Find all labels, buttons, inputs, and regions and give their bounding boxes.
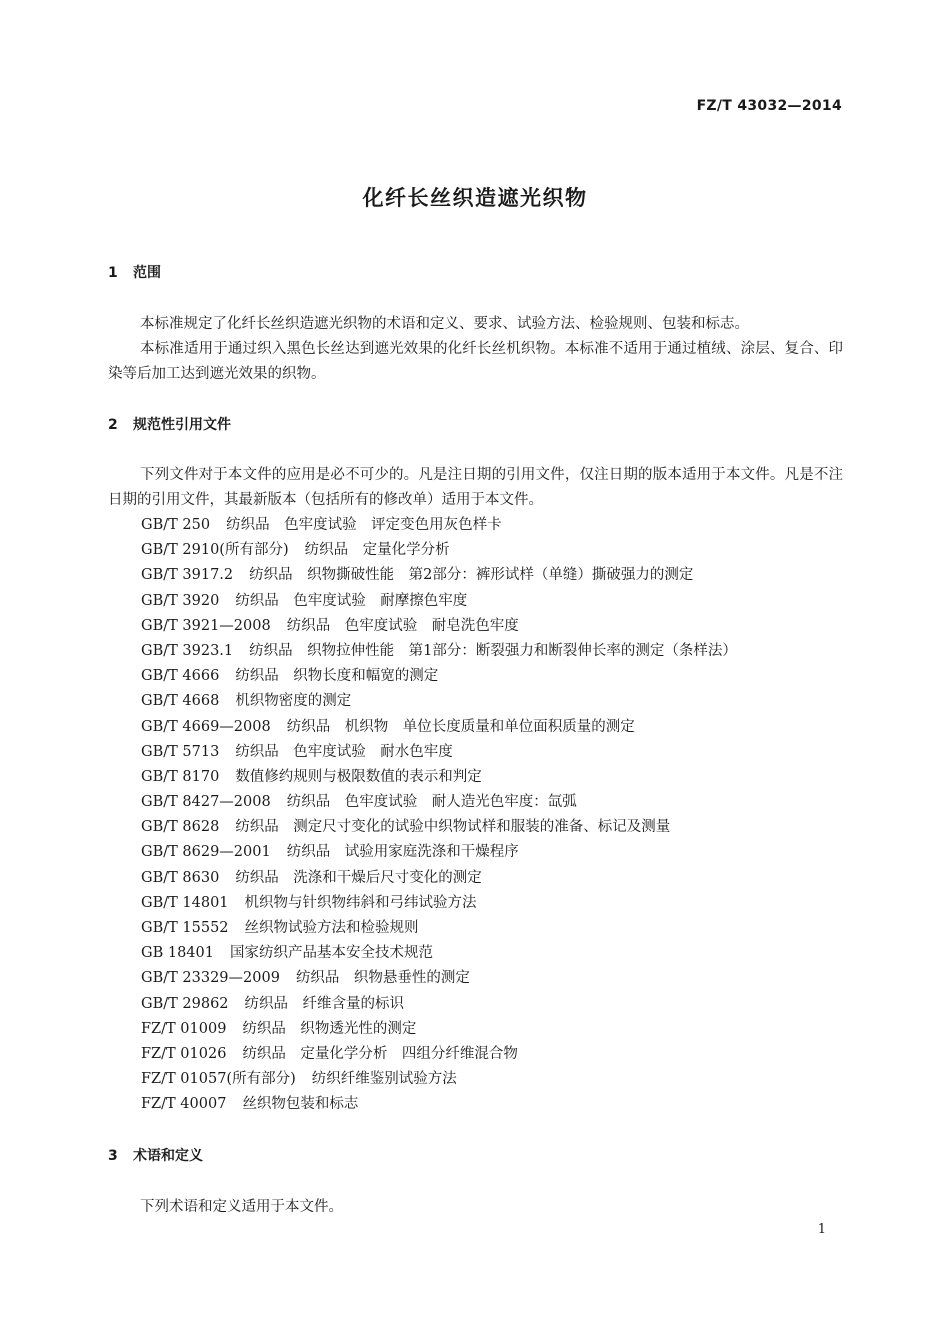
reference-title: 纺织品 色牢度试验 评定变色用灰色样卡 bbox=[226, 517, 502, 533]
reference-item bbox=[141, 1092, 737, 1117]
section-3-number: 3 bbox=[108, 1148, 118, 1164]
reference-title: 国家纺织产品基本安全技术规范 bbox=[229, 945, 433, 962]
reference-title: 机织物密度的测定 bbox=[235, 693, 352, 710]
reference-code: GB/T 3920 bbox=[141, 592, 220, 609]
reference-title: 纺织品 色牢度试验 耐摩擦色牢度 bbox=[235, 592, 468, 609]
reference-item bbox=[141, 664, 737, 689]
reference-item bbox=[141, 1067, 737, 1092]
section-1-heading bbox=[108, 263, 161, 283]
terms-intro-paragraph: 下列术语和定义适用于本文件。 bbox=[140, 1199, 343, 1215]
reference-title: 纺织品 织物透光性的测定 bbox=[242, 1020, 417, 1037]
reference-title: 数值修约规则与极限数值的表示和判定 bbox=[235, 768, 482, 785]
reference-code: GB/T 3921—2008 bbox=[141, 617, 271, 634]
section-3-title: 术语和定义 bbox=[133, 1148, 203, 1164]
reference-item bbox=[141, 866, 737, 891]
reference-code: GB/T 29862 bbox=[141, 995, 229, 1012]
reference-title: 纺织品 定量化学分析 四组分纤维混合物 bbox=[242, 1045, 518, 1062]
reference-item bbox=[141, 563, 737, 588]
section-1-title: 范围 bbox=[133, 265, 161, 281]
reference-title: 纺织品 织物撕破性能 第2部分：裤形试样（单缝）撕破强力的测定 bbox=[249, 567, 694, 584]
reference-title: 纺织品 纤维含量的标识 bbox=[244, 995, 405, 1012]
reference-item bbox=[141, 513, 737, 538]
reference-item bbox=[141, 1017, 737, 1042]
reference-list bbox=[141, 513, 737, 1118]
section-3-heading bbox=[108, 1146, 203, 1166]
reference-code: GB/T 8427—2008 bbox=[141, 794, 271, 811]
section-2-number: 2 bbox=[108, 417, 118, 433]
reference-item bbox=[141, 614, 737, 639]
reference-code: GB/T 8630 bbox=[141, 869, 220, 886]
section-2-heading bbox=[108, 415, 231, 435]
reference-item bbox=[141, 966, 737, 991]
reference-code: GB/T 8629—2001 bbox=[141, 844, 271, 861]
reference-title: 纺织品 织物长度和幅宽的测定 bbox=[235, 668, 439, 685]
reference-code: GB/T 250 bbox=[141, 517, 211, 533]
reference-item bbox=[141, 765, 737, 790]
reference-title: 纺织品 织物悬垂性的测定 bbox=[295, 970, 470, 987]
reference-title: 纺织品 色牢度试验 耐人造光色牢度：氙弧 bbox=[286, 794, 577, 811]
reference-title: 纺织品 试验用家庭洗涤和干燥程序 bbox=[286, 844, 519, 861]
reference-title: 纺织纤维鉴别试验方法 bbox=[311, 1071, 457, 1088]
section-1-number: 1 bbox=[108, 265, 118, 281]
reference-item bbox=[141, 1042, 737, 1067]
reference-code: FZ/T 01057(所有部分) bbox=[141, 1071, 296, 1088]
reference-title: 丝织物试验方法和检验规则 bbox=[244, 920, 419, 936]
reference-item bbox=[141, 941, 737, 966]
section-2-title: 规范性引用文件 bbox=[133, 417, 231, 433]
reference-code: FZ/T 01026 bbox=[141, 1045, 227, 1062]
document-number: FZ/T 43032—2014 bbox=[696, 98, 842, 114]
reference-item bbox=[141, 639, 737, 664]
reference-title: 纺织品 织物拉伸性能 第1部分：断裂强力和断裂伸长率的测定（条样法） bbox=[249, 642, 737, 659]
reference-item bbox=[141, 840, 737, 865]
scope-paragraph-1: 本标准规定了化纤长丝织造遮光织物的术语和定义、要求、试验方法、检验规则、包装和标志。 bbox=[140, 316, 749, 332]
reference-title: 丝织物包装和标志 bbox=[242, 1096, 359, 1113]
reference-code: FZ/T 40007 bbox=[141, 1096, 227, 1113]
reference-item bbox=[141, 992, 737, 1017]
reference-code: GB/T 4669—2008 bbox=[141, 718, 271, 735]
reference-code: FZ/T 01009 bbox=[141, 1020, 227, 1037]
reference-code: GB/T 15552 bbox=[141, 920, 229, 936]
reference-item bbox=[141, 916, 737, 941]
reference-item bbox=[141, 589, 737, 614]
reference-code: GB/T 4668 bbox=[141, 693, 220, 710]
reference-code: GB/T 23329—2009 bbox=[141, 970, 280, 987]
reference-code: GB/T 3917.2 bbox=[141, 567, 234, 584]
reference-item bbox=[141, 538, 737, 563]
reference-item bbox=[141, 790, 737, 815]
reference-code: GB/T 3923.1 bbox=[141, 642, 234, 659]
document-title: 化纤长丝织造遮光织物 bbox=[362, 186, 588, 210]
reference-code: GB/T 8628 bbox=[141, 819, 220, 836]
reference-item bbox=[141, 740, 737, 765]
reference-code: GB/T 4666 bbox=[141, 668, 220, 685]
reference-code: GB/T 5713 bbox=[141, 743, 220, 760]
reference-title: 机织物与针织物纬斜和弓纬试验方法 bbox=[244, 894, 477, 911]
reference-title: 纺织品 色牢度试验 耐皂洗色牢度 bbox=[286, 617, 519, 634]
reference-title: 纺织品 定量化学分析 bbox=[304, 542, 450, 559]
reference-code: GB/T 14801 bbox=[141, 894, 229, 911]
page-number: 1 bbox=[817, 1222, 826, 1237]
reference-code: GB/T 8170 bbox=[141, 768, 220, 785]
reference-title: 纺织品 洗涤和干燥后尺寸变化的测定 bbox=[235, 869, 482, 886]
reference-item bbox=[141, 689, 737, 714]
reference-code: GB 18401 bbox=[141, 945, 214, 962]
reference-title: 纺织品 色牢度试验 耐水色牢度 bbox=[235, 743, 453, 760]
reference-item bbox=[141, 715, 737, 740]
reference-item bbox=[141, 891, 737, 916]
reference-title: 纺织品 测定尺寸变化的试验中织物试样和服装的准备、标记及测量 bbox=[235, 819, 671, 836]
reference-item bbox=[141, 815, 737, 840]
reference-code: GB/T 2910(所有部分) bbox=[141, 542, 289, 559]
refs-intro-paragraph: 下列文件对于本文件的应用是必不可少的。凡是注日期的引用文件，仅注日期的版本适用于本文件。凡是不注日期的引用文件，其最新版本（包括所有的修改单）适用于本文件。 bbox=[108, 467, 843, 508]
reference-title: 纺织品 机织物 单位长度质量和单位面积质量的测定 bbox=[286, 718, 635, 735]
scope-paragraph-2: 本标准适用于通过织入黑色长丝达到遮光效果的化纤长丝机织物。本标准不适用于通过植绒、涂层、复合、印染等后加工达到遮光效果的织物。 bbox=[108, 341, 843, 382]
